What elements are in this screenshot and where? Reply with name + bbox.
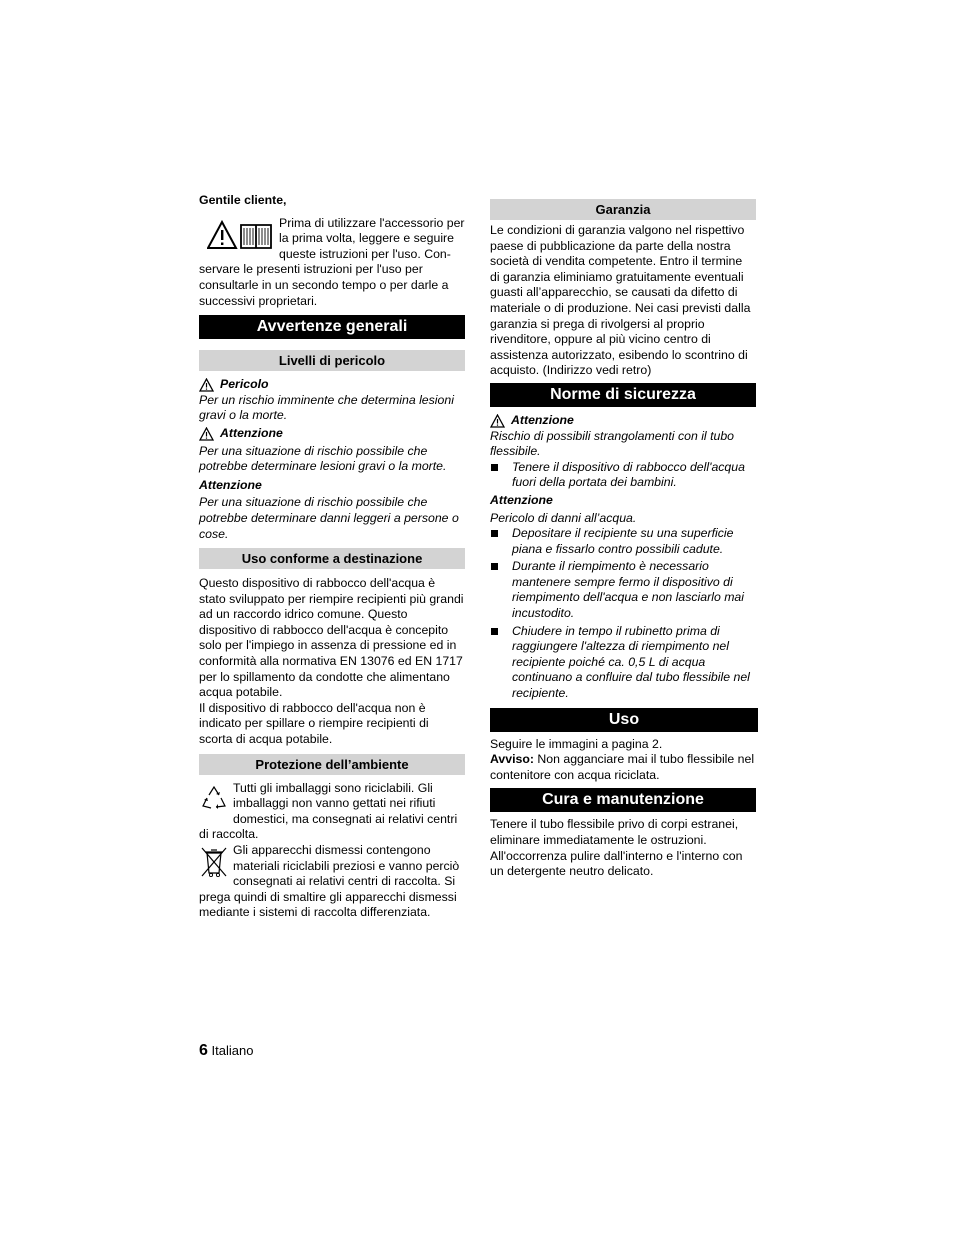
left-column bbox=[199, 193, 465, 921]
subsection-protezione-ambiente: Protezione dell’ambiente bbox=[199, 754, 465, 775]
attenzione-label-2: Attenzione bbox=[199, 477, 262, 492]
uso-conforme-p1: Questo dispositivo di rabbocco dell'acqua è stato sviluppato per riempire recipienti più grandi ad un raccordo idrico comune. Questo dispositivo di rabbocco dell'acqua è concepito solo per l'impiego in assenza di pressione ed in conformità alla normativa EN 13076 ed EN 1717 per lo spillamento da condotte che alimentano acqua potabile. bbox=[199, 576, 464, 700]
avviso-text: Non agganciare mai il tubo flessibile nel contenitore con acqua riciclata. bbox=[490, 752, 755, 782]
norme-attenzione-label-2: Attenzione bbox=[490, 492, 553, 507]
bullet-text-1: Tenere il dispositivo di rabbocco dell'acqua fuori della portata dei bambini. bbox=[512, 459, 745, 490]
warning-icon bbox=[199, 427, 214, 441]
pericolo-label: Pericolo bbox=[220, 377, 269, 392]
norme-attenzione-text-2: Pericolo di danni all’acqua. bbox=[490, 510, 637, 525]
warning-icon bbox=[490, 414, 505, 428]
intro-icons bbox=[207, 220, 273, 250]
uso-line-1: Seguire le immagini a pagina 2. bbox=[490, 736, 663, 751]
bullet-text-4: Chiudere in tempo il rubinetto prima di raggiungere l'altezza di riempimento nel recipiente poiché ca. 0,5 L di acqua continuano a confluire dal tubo flessibile nel recipiente. bbox=[512, 623, 750, 701]
right-column bbox=[490, 199, 756, 880]
pericolo-heading bbox=[199, 377, 465, 393]
bullet-square-icon bbox=[491, 464, 498, 471]
avviso-label: Avviso: bbox=[490, 752, 534, 767]
bullet-square-icon bbox=[491, 628, 498, 635]
uso-conforme-p2: Il dispositivo di rabbocco dell'acqua non è indicato per spillare o riempire recipienti di scorta di acqua potabile. bbox=[199, 700, 429, 747]
section-garanzia: Garanzia bbox=[490, 199, 756, 220]
attenzione-heading-1 bbox=[199, 426, 465, 442]
section-avvertenze-generali: Avvertenze generali bbox=[199, 315, 465, 339]
warning-manual-icon bbox=[207, 220, 273, 250]
cura-text: Tenere il tubo flessibile privo di corpi estranei, eliminare immediatamente le ostruzioni. All'occorrenza pulire dall'interno e l'interno con un detergente neutro delicato. bbox=[490, 817, 743, 879]
subsection-livelli-pericolo: Livelli di pericolo bbox=[199, 350, 465, 371]
intro-text-2: servare le presenti istruzioni per l'uso per consultarle in un secondo tempo o per darle a successivi proprietari. bbox=[199, 262, 449, 308]
norme-attenzione-heading bbox=[490, 413, 756, 429]
intro-text-1: Prima di utilizzare l'accessorio per la prima volta, leggere e seguire queste istruzioni per l'uso. Con- bbox=[279, 215, 465, 261]
bullet-item bbox=[490, 460, 756, 491]
greeting: Gentile cliente, bbox=[199, 193, 287, 207]
warning-icon bbox=[199, 378, 214, 392]
bullet-text-2: Depositare il recipiente su una superficie piana e fissarlo contro possibili cadute. bbox=[512, 526, 734, 556]
bullet-square-icon bbox=[491, 563, 498, 570]
recycle-icon bbox=[199, 783, 229, 813]
intro-block bbox=[199, 216, 465, 263]
crossed-bin-icon bbox=[199, 845, 229, 879]
ambiente-p1: Tutti gli imballaggi sono riciclabili. Gli imballaggi non vanno gettati nei rifiuti domestici, ma consegnati ai relativi centri di raccolta. bbox=[199, 780, 458, 842]
attenzione-text-2: Per una situazione di rischio possibile che potrebbe determinare danni leggeri a persone o cose. bbox=[199, 495, 459, 541]
bullet-text-3: Durante il riempimento è necessario mantenere sempre fermo il dispositivo di riempimento dell'acqua e non lasciarlo mai incustodito. bbox=[512, 559, 745, 621]
section-norme-sicurezza: Norme di sicurezza bbox=[490, 383, 756, 407]
page-footer bbox=[199, 1042, 253, 1060]
bullet-item bbox=[490, 624, 756, 702]
ambiente-p2: Gli apparecchi dismessi contengono materiali riciclabili preziosi e vanno perciò consegnati ai relativi centri di raccolta. Si prega quindi di smaltire gli apparecchi dismessi mediante i sistemi di raccolta differenziata. bbox=[199, 843, 460, 920]
section-cura-manutenzione: Cura e manutenzione bbox=[490, 788, 756, 812]
ambiente-block bbox=[199, 781, 465, 921]
bullet-item bbox=[490, 526, 756, 557]
bullet-item bbox=[490, 559, 756, 621]
section-uso: Uso bbox=[490, 708, 758, 732]
footer-language: Italiano bbox=[211, 1043, 254, 1058]
attenzione-label-1: Attenzione bbox=[220, 425, 283, 440]
garanzia-text: Le condizioni di garanzia valgono nel rispettivo paese di pubblicazione da parte della nostra società di vendita competente. Entro il termine di garanzia eliminiamo gratuitamente eventuali guasti all’apparecchio, se causati da difetto di materiale o di produzione. Nei casi previsti dalla garanzia si prega di rivolgersi al proprio rivenditore, oppure al più vicino centro di assistenza autorizzato, esibendo lo scontrino di acquisto. (Indirizzo vedi retro) bbox=[490, 223, 751, 378]
norme-attenzione-label-1: Attenzione bbox=[511, 412, 574, 427]
subsection-uso-conforme: Uso conforme a destinazione bbox=[199, 548, 465, 569]
recycle-icon-wrap bbox=[199, 783, 229, 813]
bullet-square-icon bbox=[491, 530, 498, 537]
pericolo-text: Per un rischio imminente che determina lesioni gravi o la morte. bbox=[199, 392, 454, 423]
page-number: 6 bbox=[199, 1042, 208, 1059]
weee-icon-wrap bbox=[199, 845, 229, 879]
attenzione-text-1: Per una situazione di rischio possibile che potrebbe determinare lesioni gravi o la morte. bbox=[199, 443, 447, 474]
norme-attenzione-text-1: Rischio di possibili strangolamenti con il tubo flessibile. bbox=[490, 428, 735, 459]
uso-avviso bbox=[490, 752, 756, 783]
